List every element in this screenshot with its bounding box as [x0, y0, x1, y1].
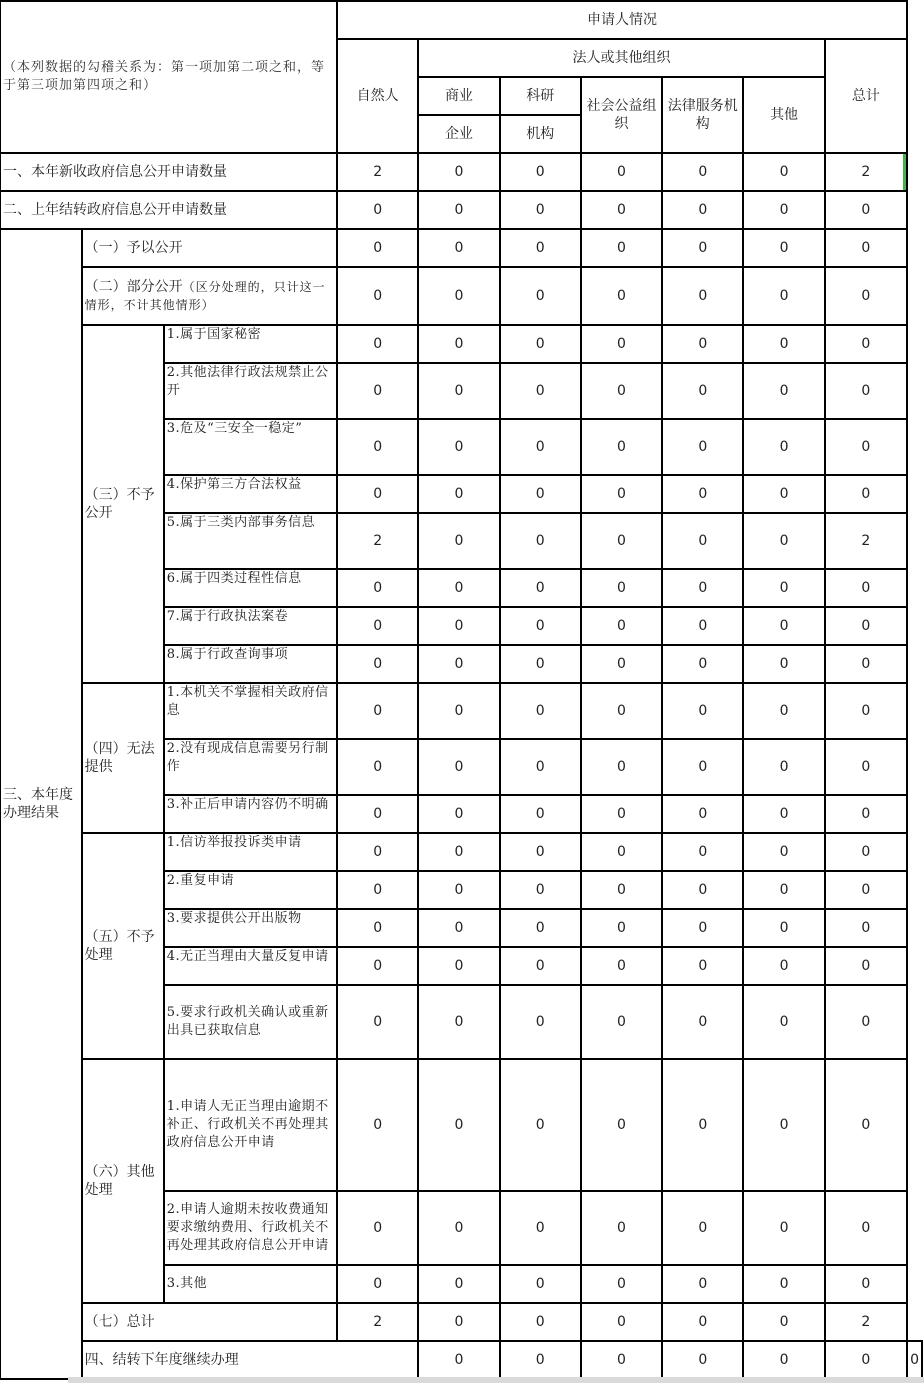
cell-value: 0 [581, 229, 662, 267]
header-commercial-top: 商业 [418, 77, 499, 115]
sub-item-label: 1.申请人无正当理由逾期不补正、行政机关不再处理其政府信息公开申请 [164, 1059, 337, 1191]
cell-value: 0 [662, 909, 743, 947]
cell-value: 0 [500, 325, 581, 363]
cell-value: 0 [743, 909, 824, 947]
row-label-g4: （四）无法提供 [82, 683, 164, 833]
cell-value: 0 [581, 1303, 662, 1341]
cell-value: 0 [743, 833, 824, 871]
cell-value: 0 [743, 1059, 824, 1191]
cell-value: 0 [743, 607, 824, 645]
row-label-s4: 四、结转下年度继续办理 [82, 1341, 419, 1379]
cell-value: 0 [581, 569, 662, 607]
header-total: 总计 [825, 39, 907, 153]
cell-value: 0 [743, 513, 824, 569]
cell-value: 0 [500, 267, 581, 325]
g2-note-label: （区分处理的，只计这一情形，不计其他情形） [84, 280, 326, 312]
cell-value: 2 [337, 1303, 418, 1341]
cell-value: 0 [337, 607, 418, 645]
table-row [0, 1341, 922, 1379]
cell-value: 0 [500, 909, 581, 947]
cell-value: 0 [581, 833, 662, 871]
header-research-bottom: 机构 [500, 115, 581, 153]
cell-value: 0 [743, 947, 824, 985]
cell-value: 0 [825, 325, 907, 363]
cell-value: 0 [743, 267, 824, 325]
cell-value: 0 [337, 683, 418, 739]
cell-value: 0 [581, 1265, 662, 1303]
sub-item-label: 2.没有现成信息需要另行制作 [164, 739, 337, 795]
cell-value: 0 [500, 871, 581, 909]
row-label-g1: （一）予以公开 [82, 229, 337, 267]
cell-value: 0 [743, 419, 824, 475]
cell-value: 0 [743, 475, 824, 513]
cell-value: 0 [418, 1191, 499, 1265]
cell-value: 0 [743, 795, 824, 833]
table-row [0, 1303, 922, 1341]
cell-value: 0 [581, 1059, 662, 1191]
header-law-service: 法律服务机构 [662, 77, 743, 153]
table-row [0, 1059, 922, 1191]
cell-value: 0 [581, 513, 662, 569]
cell-value: 0 [500, 645, 581, 683]
cell-value: 0 [743, 1265, 824, 1303]
table-row [0, 325, 922, 363]
cell-value: 0 [337, 985, 418, 1059]
cell-value: 0 [743, 153, 824, 191]
cell-value: 0 [337, 569, 418, 607]
row-label-s2: 二、上年结转政府信息公开申请数量 [0, 191, 337, 229]
cell-value: 0 [500, 833, 581, 871]
cell-value: 0 [418, 909, 499, 947]
table-row [0, 229, 922, 267]
cell-value: 0 [418, 1265, 499, 1303]
cell-value: 0 [825, 947, 907, 985]
cell-value: 0 [662, 739, 743, 795]
cell-value: 0 [743, 645, 824, 683]
cell-value: 0 [743, 985, 824, 1059]
cell-value: 0 [500, 153, 581, 191]
sub-item-label: 2.重复申请 [164, 871, 337, 909]
cell-value: 0 [825, 1341, 907, 1379]
cell-value: 0 [581, 607, 662, 645]
cell-value: 0 [337, 1059, 418, 1191]
sub-item-label: 6.属于四类过程性信息 [164, 569, 337, 607]
cell-value: 0 [581, 739, 662, 795]
header-applicant: 申请人情况 [337, 1, 907, 39]
cell-value: 0 [743, 871, 824, 909]
cell-value: 0 [581, 795, 662, 833]
cell-value: 0 [662, 229, 743, 267]
cell-value: 0 [500, 419, 581, 475]
cell-value: 0 [418, 513, 499, 569]
cell-value: 0 [418, 683, 499, 739]
cell-value: 0 [418, 1341, 499, 1379]
cell-value: 0 [418, 739, 499, 795]
cell-value: 0 [418, 607, 499, 645]
cell-value: 0 [581, 267, 662, 325]
cell-value: 0 [825, 569, 907, 607]
header-commercial-bottom: 企业 [418, 115, 499, 153]
cell-value: 0 [337, 475, 418, 513]
cell-value: 0 [500, 1341, 581, 1379]
cell-value: 0 [662, 1191, 743, 1265]
cell-value: 0 [825, 607, 907, 645]
cell-value: 0 [337, 947, 418, 985]
cell-value: 0 [581, 645, 662, 683]
row-label-g2 [82, 267, 337, 325]
cell-value: 0 [337, 1265, 418, 1303]
cell-value: 0 [500, 795, 581, 833]
cell-value: 0 [825, 833, 907, 871]
cell-value: 0 [418, 645, 499, 683]
cell-value: 0 [825, 267, 907, 325]
cell-value: 0 [581, 1191, 662, 1265]
cell-value: 0 [662, 683, 743, 739]
cell-value: 0 [825, 475, 907, 513]
cell-value: 0 [825, 909, 907, 947]
cell-value: 0 [500, 1303, 581, 1341]
cell-value: 0 [337, 833, 418, 871]
cell-value: 0 [825, 871, 907, 909]
cell-value: 0 [662, 191, 743, 229]
cell-value: 0 [662, 795, 743, 833]
sub-item-label: 8.属于行政查询事项 [164, 645, 337, 683]
cell-value: 0 [662, 363, 743, 419]
cell-value: 0 [337, 739, 418, 795]
cell-value: 0 [825, 985, 907, 1059]
cell-value: 0 [662, 871, 743, 909]
cell-value: 0 [662, 325, 743, 363]
horizontal-scrollbar[interactable] [68, 1377, 924, 1383]
sub-item-label: 4.保护第三方合法权益 [164, 475, 337, 513]
sub-item-label: 5.属于三类内部事务信息 [164, 513, 337, 569]
cell-value: 0 [662, 833, 743, 871]
sub-item-label: 1.信访举报投诉类申请 [164, 833, 337, 871]
cell-value: 0 [500, 1191, 581, 1265]
cell-value: 0 [662, 419, 743, 475]
sub-item-label: 5.要求行政机关确认或重新出具已获取信息 [164, 985, 337, 1059]
cell-value: 0 [825, 191, 907, 229]
cell-value: 0 [500, 191, 581, 229]
cell-value: 0 [662, 513, 743, 569]
table-row [0, 833, 922, 871]
cell-value: 0 [581, 909, 662, 947]
cell-value: 0 [581, 191, 662, 229]
cell-value: 2 [825, 1303, 907, 1341]
cell-value: 0 [500, 1265, 581, 1303]
cell-value: 0 [337, 1191, 418, 1265]
sub-item-label: 4.无正当理由大量反复申请 [164, 947, 337, 985]
cell-value: 0 [662, 1341, 743, 1379]
cell-value: 0 [662, 947, 743, 985]
cell-value: 0 [581, 419, 662, 475]
sub-item-label: 3.补正后申请内容仍不明确 [164, 795, 337, 833]
cell-value: 0 [418, 475, 499, 513]
column-note: （本列数据的勾稽关系为：第一项加第二项之和，等于第三项加第四项之和） [0, 1, 337, 153]
cell-value: 0 [662, 475, 743, 513]
cell-value: 0 [825, 1059, 907, 1191]
row-label-g7: （七）总计 [82, 1303, 337, 1341]
cell-value: 0 [662, 1303, 743, 1341]
cell-value: 0 [743, 569, 824, 607]
cell-value: 0 [337, 325, 418, 363]
cell-value: 0 [825, 645, 907, 683]
cell-value: 2 [337, 153, 418, 191]
cell-value: 0 [418, 229, 499, 267]
table-row [0, 683, 922, 739]
header-other: 其他 [743, 77, 824, 153]
cell-value: 0 [825, 683, 907, 739]
row-label-s3: 三、本年度办理结果 [0, 229, 82, 1379]
cell-value: 0 [337, 871, 418, 909]
cell-value: 0 [907, 1341, 922, 1379]
sub-item-label: 1.属于国家秘密 [164, 325, 337, 363]
cell-value: 0 [500, 607, 581, 645]
cell-value: 0 [581, 325, 662, 363]
cell-value: 0 [743, 191, 824, 229]
cell-value: 0 [581, 871, 662, 909]
table-row [0, 191, 922, 229]
sub-item-label: 2.其他法律行政法规禁止公开 [164, 363, 337, 419]
cell-value: 0 [662, 985, 743, 1059]
cell-value: 0 [743, 229, 824, 267]
cell-value: 0 [500, 229, 581, 267]
cell-value: 0 [500, 513, 581, 569]
table-row [0, 153, 922, 191]
row-label-g6: （六）其他处理 [82, 1059, 164, 1303]
cell-value: 0 [418, 1303, 499, 1341]
cell-value: 0 [418, 569, 499, 607]
cell-value: 0 [581, 947, 662, 985]
cell-value: 0 [743, 683, 824, 739]
cell-value: 0 [337, 909, 418, 947]
cell-value: 0 [500, 985, 581, 1059]
cell-value: 0 [418, 191, 499, 229]
cell-value: 0 [662, 569, 743, 607]
cell-value: 0 [500, 569, 581, 607]
cell-value: 0 [825, 795, 907, 833]
cell-value: 0 [743, 325, 824, 363]
cell-value: 0 [662, 645, 743, 683]
sub-item-label: 1.本机关不掌握相关政府信息 [164, 683, 337, 739]
cell-value: 0 [500, 363, 581, 419]
header-research-top: 科研 [500, 77, 581, 115]
cell-value: 0 [337, 795, 418, 833]
sub-item-label: 2.申请人逾期未按收费通知要求缴纳费用、行政机关不再处理其政府信息公开申请 [164, 1191, 337, 1265]
cell-value: 0 [743, 1303, 824, 1341]
header-natural-person: 自然人 [337, 39, 418, 153]
cell-value: 0 [581, 475, 662, 513]
cell-value: 0 [337, 419, 418, 475]
cell-value: 0 [500, 739, 581, 795]
cell-value: 0 [418, 795, 499, 833]
cell-value: 0 [825, 739, 907, 795]
cell-value: 0 [418, 267, 499, 325]
cell-value: 0 [500, 475, 581, 513]
cell-value: 2 [825, 513, 907, 569]
cell-value: 0 [500, 683, 581, 739]
cell-value: 0 [337, 645, 418, 683]
cell-value: 0 [743, 363, 824, 419]
cell-value: 0 [418, 985, 499, 1059]
g2-main-label: （二）部分公开 [84, 279, 183, 295]
cell-value: 0 [418, 871, 499, 909]
cell-value: 0 [662, 153, 743, 191]
cell-value: 0 [662, 1059, 743, 1191]
row-label-g3: （三）不予公开 [82, 325, 164, 683]
sub-item-label: 3.要求提供公开出版物 [164, 909, 337, 947]
cell-value: 0 [825, 1265, 907, 1303]
sub-item-label: 3.其他 [164, 1265, 337, 1303]
cell-value: 0 [581, 363, 662, 419]
cell-value: 0 [500, 1059, 581, 1191]
cell-value: 0 [337, 191, 418, 229]
cell-value: 0 [418, 947, 499, 985]
cell-value: 0 [581, 683, 662, 739]
cell-value: 0 [825, 1191, 907, 1265]
cell-value: 2 [825, 153, 907, 191]
cell-value: 0 [743, 1341, 824, 1379]
cell-value: 0 [825, 363, 907, 419]
cell-value: 0 [581, 153, 662, 191]
cell-value: 0 [418, 419, 499, 475]
cell-value: 0 [743, 1191, 824, 1265]
cell-value: 0 [337, 363, 418, 419]
cell-value: 0 [662, 267, 743, 325]
row-label-g5: （五）不予处理 [82, 833, 164, 1059]
cell-value: 0 [337, 229, 418, 267]
cell-value: 0 [337, 267, 418, 325]
cell-value: 0 [418, 325, 499, 363]
cell-value: 0 [418, 153, 499, 191]
table-row [0, 267, 922, 325]
cell-value: 0 [581, 985, 662, 1059]
sub-item-label: 7.属于行政执法案卷 [164, 607, 337, 645]
cell-value: 0 [418, 1059, 499, 1191]
cell-value: 0 [500, 947, 581, 985]
cell-value: 0 [418, 833, 499, 871]
cell-value: 0 [825, 229, 907, 267]
header-social-org: 社会公益组织 [581, 77, 662, 153]
cell-value: 0 [581, 1341, 662, 1379]
cell-value: 0 [662, 1265, 743, 1303]
cell-value: 0 [662, 607, 743, 645]
header-legal-entity: 法人或其他组织 [418, 39, 824, 77]
row-label-s1: 一、本年新收政府信息公开申请数量 [0, 153, 337, 191]
cell-value: 0 [418, 363, 499, 419]
cell-value: 0 [825, 419, 907, 475]
cell-value: 0 [743, 739, 824, 795]
sub-item-label: 3.危及“三安全一稳定” [164, 419, 337, 475]
cell-value: 2 [337, 513, 418, 569]
